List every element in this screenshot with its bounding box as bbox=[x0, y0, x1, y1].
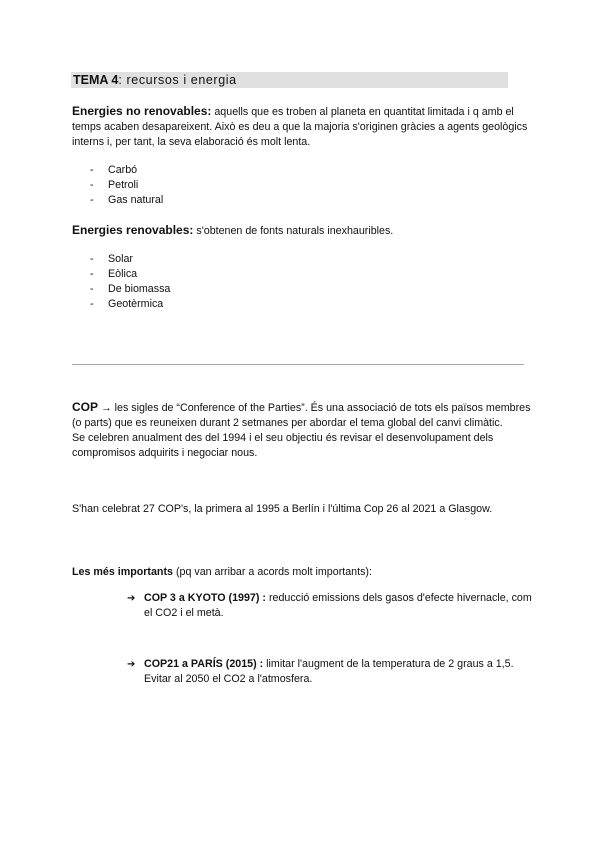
item-bold: COP 3 a KYOTO (1997) : bbox=[144, 592, 266, 604]
cop-count-text: S'han celebrat 27 COP's, la primera al 1995 a Berlín i l'última Cop 26 al 2021 a Glasgow. bbox=[72, 503, 493, 515]
cop-paragraph bbox=[72, 400, 532, 461]
cop-text-2: Se celebren anualment des del 1994 i el seu objectiu és revisar el desenvolupament dels compromisos adquirits i negociar nous. bbox=[72, 432, 494, 459]
list-item: - Eòlica bbox=[90, 267, 170, 282]
list-item bbox=[128, 591, 538, 621]
importants-heading: Les més importants bbox=[72, 566, 173, 578]
arrow-right-icon: ➔ bbox=[127, 593, 136, 604]
no-renovables-text: aquells que es troben al planeta en quantitat limitada i q amb el temps acaben desapareixent. Això es deu a que la majoria s'originen gràcies a agents geològics interns i, per tant, la seva elaboració és molt lenta. bbox=[72, 106, 528, 148]
list-item: - Geotèrmica bbox=[90, 297, 170, 312]
list-item: - Carbó bbox=[90, 163, 163, 178]
renovables-text: s'obtenen de fonts naturals inexhauribles. bbox=[193, 225, 394, 237]
title-rest: : recursos i energia bbox=[118, 73, 237, 87]
cop-heading: COP bbox=[72, 400, 99, 414]
no-renovables-list bbox=[90, 163, 163, 208]
importants-paragraph bbox=[72, 565, 532, 580]
list-item: - De biomassa bbox=[90, 282, 170, 297]
item-text: limitar l'augment de la temperatura de 2 graus a 1,5. Evitar al 2050 el CO2 a l'atmosfera. bbox=[144, 658, 514, 685]
list-item: - Solar bbox=[90, 252, 170, 267]
list-item: - Petroli bbox=[90, 178, 163, 193]
renovables-heading: Energies renovables: bbox=[72, 223, 194, 237]
renovables-list bbox=[90, 252, 170, 312]
importants-text: (pq van arribar a acords molt importants): bbox=[172, 566, 372, 578]
page-title bbox=[71, 72, 508, 88]
title-prefix: TEMA 4 bbox=[73, 73, 119, 87]
divider bbox=[72, 364, 524, 365]
no-renovables-paragraph bbox=[72, 104, 532, 150]
cop-text: → les sigles de “Conference of the Parties”. És una associació de tots els països membres (o parts) que es reuneixen durant 2 setmanes per abordar el tema global del canvi climàtic. bbox=[72, 402, 531, 429]
item-bold: COP21 a PARÍS (2015) : bbox=[144, 658, 264, 670]
list-item bbox=[128, 657, 538, 687]
arrow-right-icon: ➔ bbox=[127, 659, 136, 670]
cop-count-paragraph bbox=[72, 502, 532, 517]
renovables-paragraph bbox=[72, 223, 532, 239]
no-renovables-heading: Energies no renovables: bbox=[72, 104, 212, 118]
list-item: - Gas natural bbox=[90, 193, 163, 208]
item-text: reducció emissions dels gasos d'efecte hivernacle, com el CO2 i el metà. bbox=[144, 592, 532, 619]
